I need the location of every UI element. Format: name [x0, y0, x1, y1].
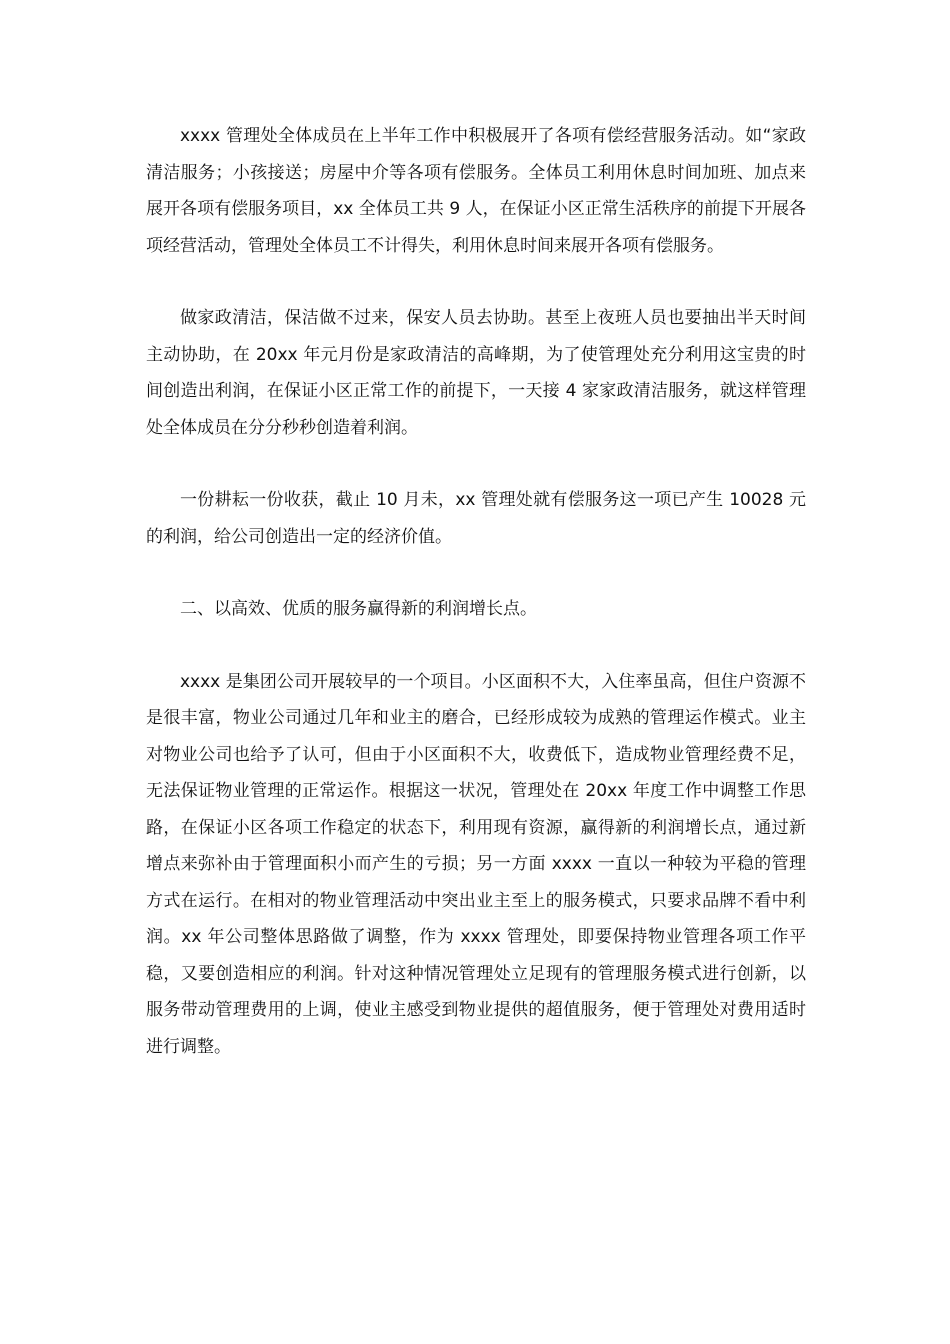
paragraph-paid-services: xxxx 管理处全体成员在上半年工作中积极展开了各项有偿经营服务活动。如“家政清洁服务；小孩接送；房屋中介等各项有偿服务。全体员工利用休息时间加班、加点来展开各项有偿服务项目，xx 全体员工共 9 人，在保证小区正常生活秩序的前提下开展各项经营活动，管理处全体员工不计得失，利用休息时间来展开各项有偿服务。 [146, 126, 806, 256]
section-heading: 二、以高效、优质的服务赢得新的利润增长点。 [180, 599, 537, 619]
document-page [146, 118, 806, 1065]
paragraph-profit: 一份耕耘一份收获，截止 10 月未，xx 管理处就有偿服务这一项已产生 10028 元的利润，给公司创造出一定的经济价值。 [146, 490, 806, 547]
paragraph-housekeeping: 做家政清洁，保洁做不过来，保安人员去协助。甚至上夜班人员也要抽出半天时间主动协助，在 20xx 年元月份是家政清洁的高峰期，为了使管理处充分利用这宝贵的时间创造出利润，在保证小区正常工作的前提下，一天接 4 家家政清洁服务，就这样管理处全体成员在分分秒秒创造着利润。 [146, 308, 806, 438]
paragraph-project-overview: xxxx 是集团公司开展较早的一个项目。小区面积不大，入住率虽高，但住户资源不是很丰富，物业公司通过几年和业主的磨合，已经形成较为成熟的管理运作模式。业主对物业公司也给予了认可，但由于小区面积不大，收费低下，造成物业管理经费不足，无法保证物业管理的正常运作。根据这一状况，管理处在 20xx 年度工作中调整工作思路，在保证小区各项工作稳定的状态下，利用现有资源，赢得新的利润增长点，通过新增点来弥补由于管理面积小而产生的亏损；另一方面 xxxx 一直以一种较为平稳的管理方式在运行。在相对的物业管理活动中突出业主至上的服务模式，只要求品牌不看中利润。xx 年公司整体思路做了调整，作为 xxxx 管理处，即要保持物业管理各项工作平稳，又要创造相应的利润。针对这种情况管理处立足现有的管理服务模式进行创新，以服务带动管理费用的上调，使业主感受到物业提供的超值服务，便于管理处对费用适时进行调整。 [146, 671, 806, 1057]
